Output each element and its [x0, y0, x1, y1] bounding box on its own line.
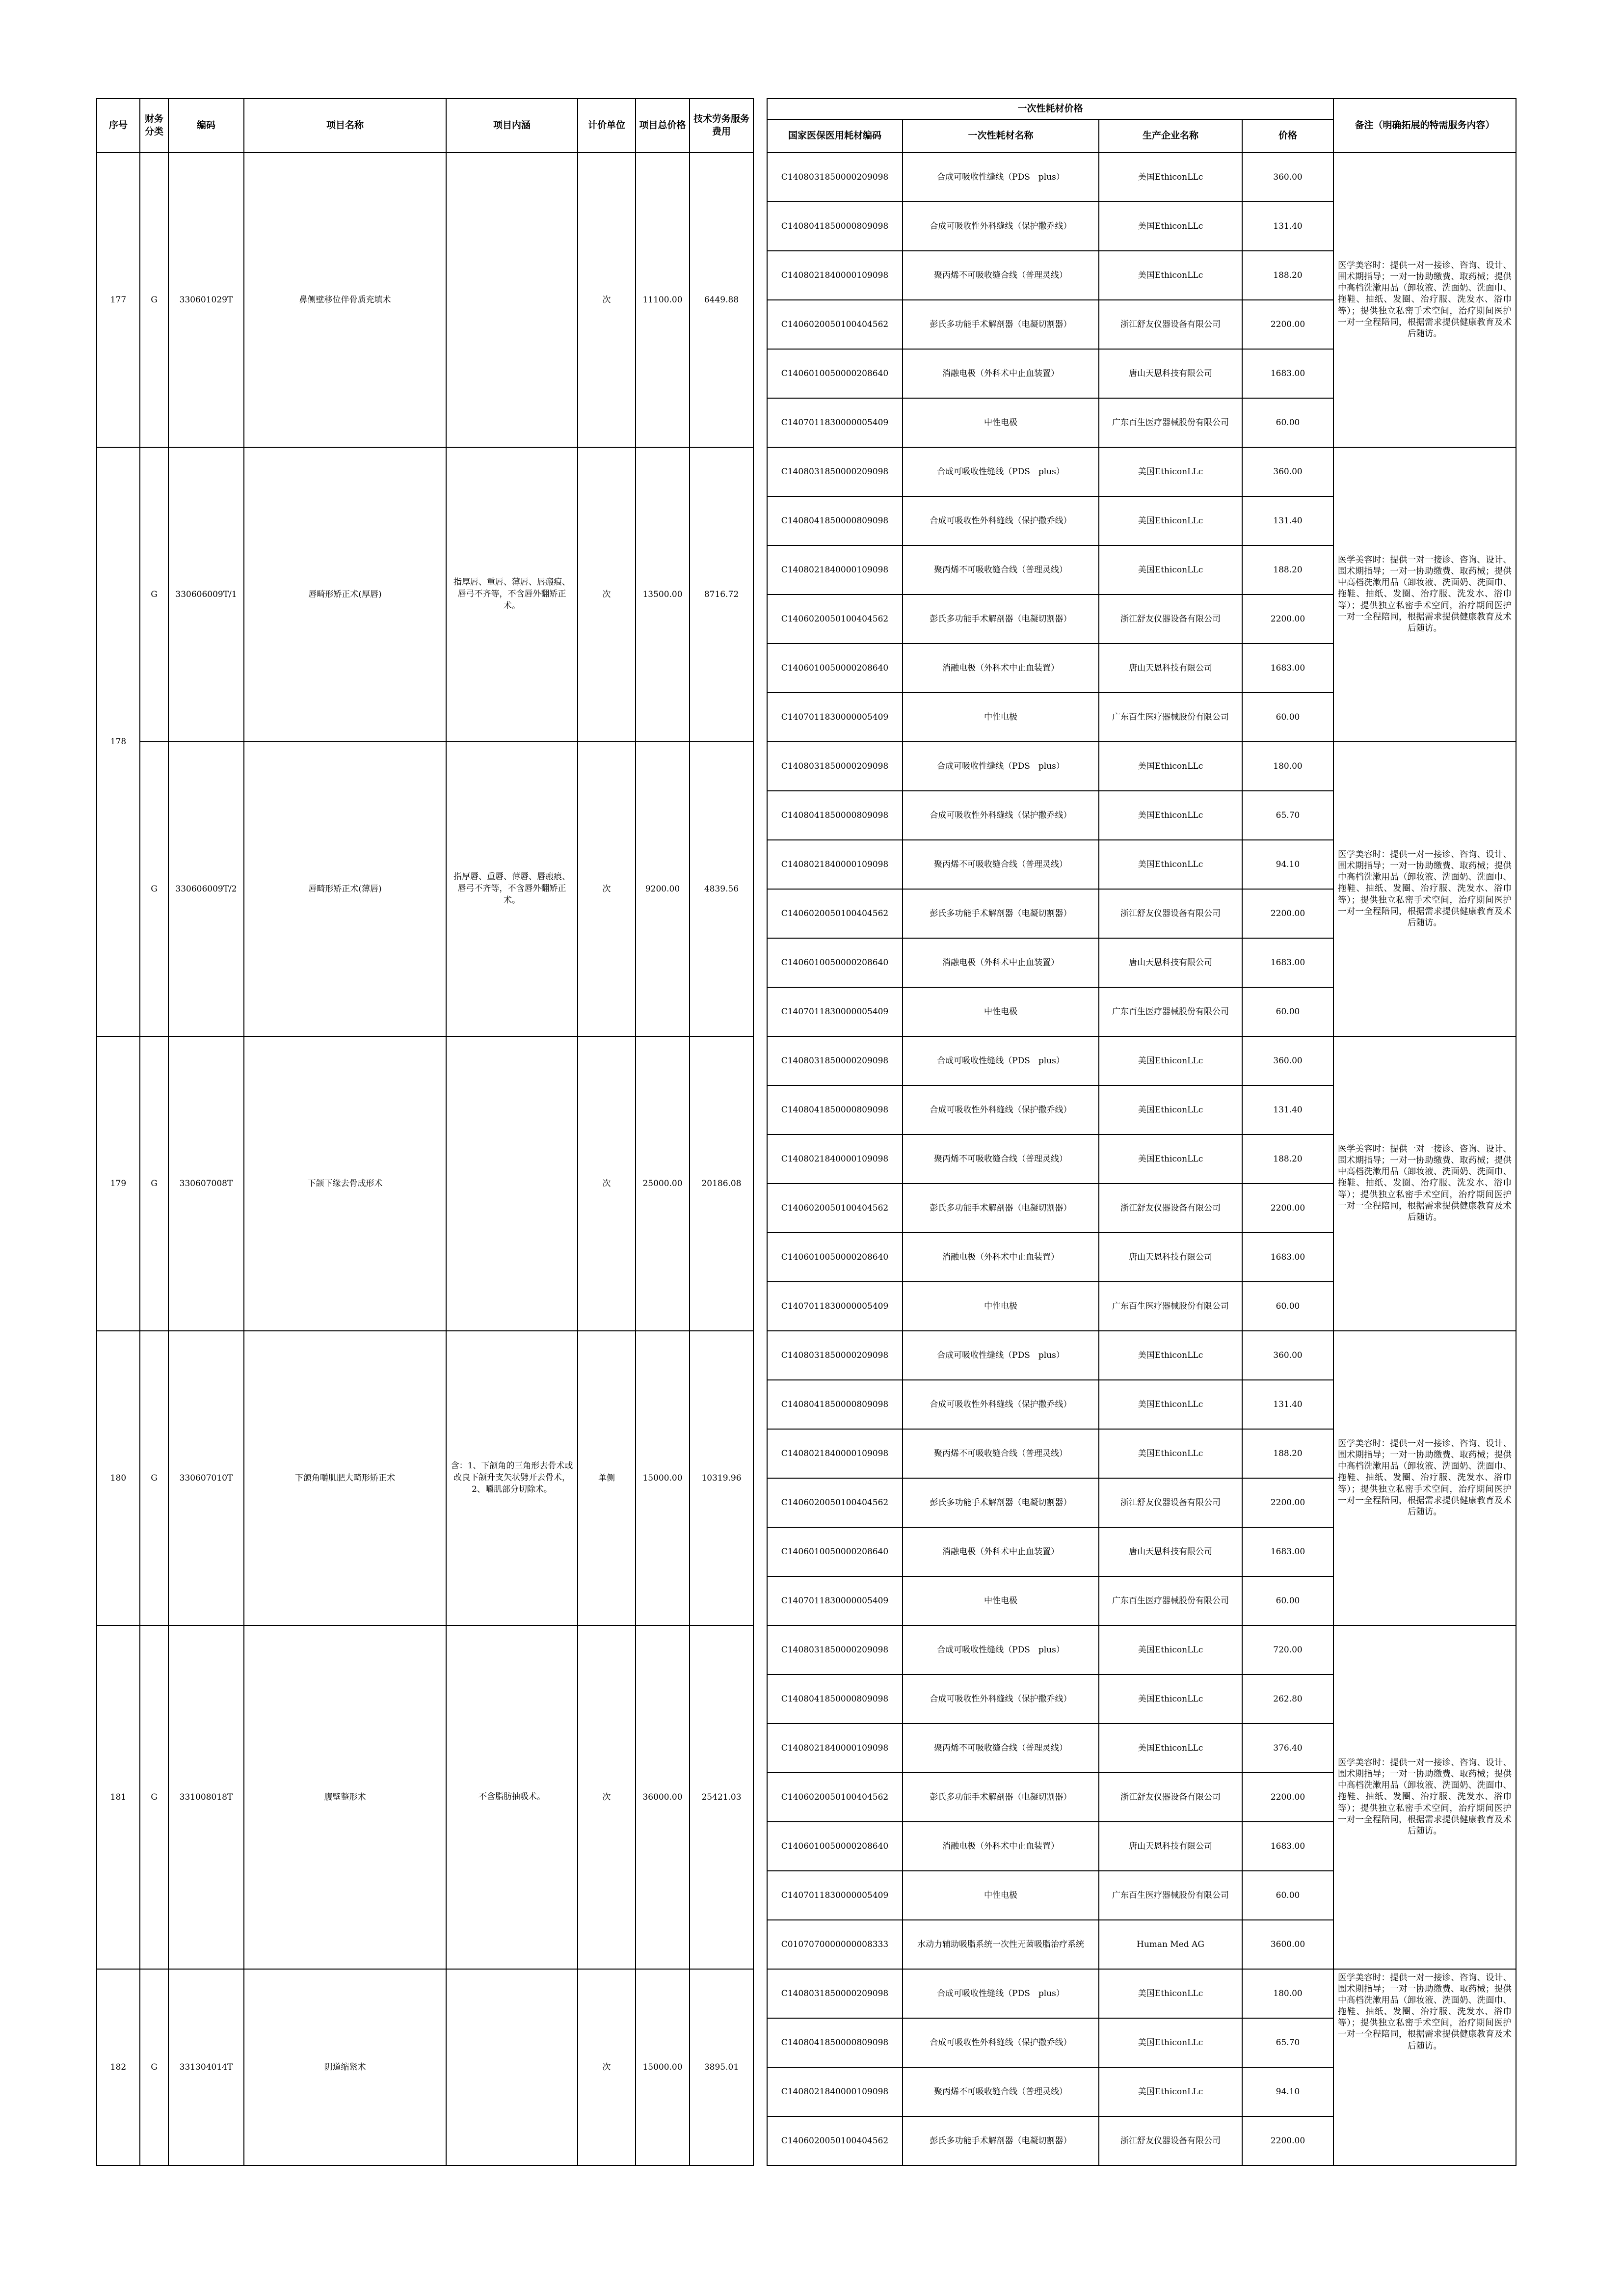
- gap-cell: [753, 1331, 767, 1625]
- cell-cons-code: C1406020050100404562: [767, 1773, 903, 1822]
- cell-name: 下颌角嚼肌肥大畸形矫正术: [244, 1331, 446, 1625]
- cell-cons-name: 消融电极（外科术中止血装置）: [903, 1527, 1099, 1576]
- cell-price: 131.40: [1242, 202, 1333, 251]
- header-name: 项目名称: [244, 99, 446, 153]
- cell-cons-name: 合成可吸收性外科缝线（保护撒乔线）: [903, 1380, 1099, 1429]
- cell-cons-name: 合成可吸收性外科缝线（保护撒乔线）: [903, 1675, 1099, 1724]
- cell-price: 1683.00: [1242, 1822, 1333, 1871]
- cell-manufacturer: 美国EthiconLLc: [1099, 1724, 1242, 1773]
- cell-cons-name: 合成可吸收性缝线（PDS plus）: [903, 1969, 1099, 2018]
- cell-price: 131.40: [1242, 1380, 1333, 1429]
- header-price: 价格: [1242, 119, 1333, 153]
- cell-total: 9200.00: [636, 742, 690, 1036]
- cell-unit: 次: [578, 1969, 636, 2165]
- cell-price: 262.80: [1242, 1675, 1333, 1724]
- cell-fin: G: [140, 1036, 168, 1331]
- cell-code: 331008018T: [168, 1625, 244, 1969]
- cell-manufacturer: 美国EthiconLLc: [1099, 1625, 1242, 1675]
- cell-price: 2200.00: [1242, 1184, 1333, 1233]
- gap-cell: [753, 99, 767, 153]
- cell-cons-name: 聚丙烯不可吸收缝合线（普理灵线）: [903, 2067, 1099, 2116]
- cell-cons-name: 聚丙烯不可吸收缝合线（普理灵线）: [903, 1429, 1099, 1478]
- cell-remark: 医学美容时：提供一对一接诊、咨询、设计、围术期指导；一对一协助缴费、取药械；提供中高档洗漱用品（卸妆液、洗面奶、洗面巾、拖鞋、抽纸、发圈、治疗服、洗发水、浴巾等）；提供独立私密手术空间，治疗期间医护一对一全程陪同，根据需求提供健康教育及术后随访。: [1333, 742, 1516, 1036]
- cell-price: 188.20: [1242, 1429, 1333, 1478]
- cell-cons-name: 中性电极: [903, 398, 1099, 447]
- cell-cons-code: C1406020050100404562: [767, 1184, 903, 1233]
- cell-price: 65.70: [1242, 2018, 1333, 2067]
- cell-cons-name: 彭氏多功能手术解剖器（电凝切割器）: [903, 889, 1099, 938]
- cell-seq: 181: [97, 1625, 140, 1969]
- cell-service: 6449.88: [690, 153, 753, 447]
- gap-cell: [753, 1969, 767, 2165]
- cell-fin: G: [140, 153, 168, 447]
- cell-price: 2200.00: [1242, 594, 1333, 644]
- cell-service: 20186.08: [690, 1036, 753, 1331]
- cell-unit: 次: [578, 153, 636, 447]
- cell-cons-code: C1408041850000809098: [767, 1380, 903, 1429]
- cell-cons-code: C1406020050100404562: [767, 2116, 903, 2165]
- table-row: [97, 1969, 1516, 2018]
- cell-cons-name: 合成可吸收性外科缝线（保护撒乔线）: [903, 496, 1099, 545]
- cell-price: 60.00: [1242, 1282, 1333, 1331]
- cell-price: 360.00: [1242, 153, 1333, 202]
- cell-cons-code: C1406020050100404562: [767, 889, 903, 938]
- cell-cons-code: C1406010050000208640: [767, 1233, 903, 1282]
- cell-cons-code: C1408031850000209098: [767, 1331, 903, 1380]
- cell-cons-name: 聚丙烯不可吸收缝合线（普理灵线）: [903, 840, 1099, 889]
- cell-total: 25000.00: [636, 1036, 690, 1331]
- header-fin: 财务分类: [140, 99, 168, 153]
- cell-total: 11100.00: [636, 153, 690, 447]
- cell-content: [446, 1036, 578, 1331]
- cell-total: 15000.00: [636, 1331, 690, 1625]
- cell-unit: 次: [578, 1036, 636, 1331]
- cell-seq: 178: [97, 447, 140, 1036]
- cell-content: [446, 153, 578, 447]
- cell-cons-code: C1406020050100404562: [767, 1478, 903, 1527]
- cell-cons-code: C1408041850000809098: [767, 1085, 903, 1134]
- cell-unit: 次: [578, 447, 636, 742]
- cell-cons-code: C1406010050000208640: [767, 1527, 903, 1576]
- cell-manufacturer: 美国EthiconLLc: [1099, 1134, 1242, 1184]
- cell-cons-name: 彭氏多功能手术解剖器（电凝切割器）: [903, 300, 1099, 349]
- table-row: [97, 1331, 1516, 1380]
- cell-manufacturer: 美国EthiconLLc: [1099, 1036, 1242, 1085]
- gap-cell: [753, 1036, 767, 1331]
- cell-price: 180.00: [1242, 1969, 1333, 2018]
- cell-manufacturer: 美国EthiconLLc: [1099, 2018, 1242, 2067]
- cell-cons-code: C1408021840000109098: [767, 840, 903, 889]
- cell-manufacturer: 广东百生医疗器械股份有限公司: [1099, 1576, 1242, 1625]
- cell-cons-code: C1406020050100404562: [767, 300, 903, 349]
- cell-price: 1683.00: [1242, 1527, 1333, 1576]
- cell-price: 60.00: [1242, 987, 1333, 1036]
- cell-price: 1683.00: [1242, 938, 1333, 987]
- cell-cons-name: 水动力辅助吸脂系统一次性无菌吸脂治疗系统: [903, 1920, 1099, 1969]
- cell-content: [446, 1969, 578, 2165]
- header-cons-name: 一次性耗材名称: [903, 119, 1099, 153]
- cell-manufacturer: Human Med AG: [1099, 1920, 1242, 1969]
- cell-cons-name: 中性电极: [903, 693, 1099, 742]
- header-cons-code: 国家医保医用耗材编码: [767, 119, 903, 153]
- cell-cons-code: C1408021840000109098: [767, 1429, 903, 1478]
- cell-price: 1683.00: [1242, 644, 1333, 693]
- cell-cons-code: C1408031850000209098: [767, 1969, 903, 2018]
- cell-cons-code: C1407011830000005409: [767, 1871, 903, 1920]
- cell-price: 376.40: [1242, 1724, 1333, 1773]
- cell-fin: G: [140, 1331, 168, 1625]
- cell-manufacturer: 唐山天恩科技有限公司: [1099, 644, 1242, 693]
- fee-table: [96, 98, 1517, 2166]
- cell-manufacturer: 唐山天恩科技有限公司: [1099, 349, 1242, 398]
- cell-manufacturer: 美国EthiconLLc: [1099, 496, 1242, 545]
- header-unit: 计价单位: [578, 99, 636, 153]
- header-row-1: [97, 99, 1516, 119]
- cell-cons-name: 彭氏多功能手术解剖器（电凝切割器）: [903, 1773, 1099, 1822]
- cell-manufacturer: 唐山天恩科技有限公司: [1099, 1527, 1242, 1576]
- header-remark: 备注（明确拓展的特需服务内容）: [1333, 99, 1516, 153]
- cell-name: 唇畸形矫正术(厚唇): [244, 447, 446, 742]
- cell-seq: 179: [97, 1036, 140, 1331]
- cell-manufacturer: 美国EthiconLLc: [1099, 153, 1242, 202]
- cell-price: 60.00: [1242, 1871, 1333, 1920]
- cell-cons-code: C1406010050000208640: [767, 1822, 903, 1871]
- cell-price: 180.00: [1242, 742, 1333, 791]
- cell-manufacturer: 美国EthiconLLc: [1099, 545, 1242, 594]
- cell-manufacturer: 浙江舒友仪器设备有限公司: [1099, 1184, 1242, 1233]
- cell-cons-code: C1407011830000005409: [767, 693, 903, 742]
- cell-manufacturer: 美国EthiconLLc: [1099, 1380, 1242, 1429]
- cell-service: 4839.56: [690, 742, 753, 1036]
- cell-content: 指厚唇、重唇、薄唇、唇瘢痕、唇弓不齐等，不含唇外翻矫正术。: [446, 742, 578, 1036]
- cell-remark: 医学美容时：提供一对一接诊、咨询、设计、围术期指导；一对一协助缴费、取药械；提供中高档洗漱用品（卸妆液、洗面奶、洗面巾、拖鞋、抽纸、发圈、治疗服、洗发水、浴巾等）；提供独立私密手术空间，治疗期间医护一对一全程陪同，根据需求提供健康教育及术后随访。: [1333, 1331, 1516, 1625]
- header-consumables-group: 一次性耗材价格: [767, 99, 1333, 119]
- cell-manufacturer: 广东百生医疗器械股份有限公司: [1099, 693, 1242, 742]
- cell-price: 131.40: [1242, 496, 1333, 545]
- cell-cons-name: 合成可吸收性缝线（PDS plus）: [903, 1625, 1099, 1675]
- cell-seq: 182: [97, 1969, 140, 2165]
- cell-fin: G: [140, 447, 168, 742]
- cell-manufacturer: 美国EthiconLLc: [1099, 1085, 1242, 1134]
- cell-cons-name: 中性电极: [903, 1282, 1099, 1331]
- cell-cons-code: C1408041850000809098: [767, 791, 903, 840]
- cell-cons-name: 合成可吸收性外科缝线（保护撒乔线）: [903, 202, 1099, 251]
- cell-cons-code: C1408031850000209098: [767, 742, 903, 791]
- cell-price: 60.00: [1242, 1576, 1333, 1625]
- table-row: [97, 447, 1516, 496]
- gap-cell: [753, 153, 767, 447]
- cell-total: 15000.00: [636, 1969, 690, 2165]
- cell-price: 60.00: [1242, 693, 1333, 742]
- cell-cons-code: C0107070000000008333: [767, 1920, 903, 1969]
- cell-cons-name: 合成可吸收性外科缝线（保护撒乔线）: [903, 791, 1099, 840]
- cell-cons-name: 消融电极（外科术中止血装置）: [903, 938, 1099, 987]
- cell-cons-name: 消融电极（外科术中止血装置）: [903, 1822, 1099, 1871]
- cell-cons-name: 消融电极（外科术中止血装置）: [903, 1233, 1099, 1282]
- cell-manufacturer: 浙江舒友仪器设备有限公司: [1099, 889, 1242, 938]
- cell-seq: 177: [97, 153, 140, 447]
- cell-cons-code: C1408021840000109098: [767, 1134, 903, 1184]
- cell-manufacturer: 广东百生医疗器械股份有限公司: [1099, 1871, 1242, 1920]
- cell-cons-name: 合成可吸收性外科缝线（保护撒乔线）: [903, 1085, 1099, 1134]
- gap-cell: [753, 1625, 767, 1969]
- cell-content: 含：1、下颌角的三角形去骨术或改良下颌升支矢状劈开去骨术，2、嚼肌部分切除术。: [446, 1331, 578, 1625]
- cell-cons-code: C1407011830000005409: [767, 1282, 903, 1331]
- cell-remark: 医学美容时：提供一对一接诊、咨询、设计、围术期指导；一对一协助缴费、取药械；提供中高档洗漱用品（卸妆液、洗面奶、洗面巾、拖鞋、抽纸、发圈、治疗服、洗发水、浴巾等）；提供独立私密手术空间，治疗期间医护一对一全程陪同，根据需求提供健康教育及术后随访。: [1333, 153, 1516, 447]
- cell-manufacturer: 唐山天恩科技有限公司: [1099, 1822, 1242, 1871]
- cell-seq: 180: [97, 1331, 140, 1625]
- cell-price: 360.00: [1242, 1331, 1333, 1380]
- cell-service: 3895.01: [690, 1969, 753, 2165]
- cell-cons-name: 消融电极（外科术中止血装置）: [903, 349, 1099, 398]
- cell-cons-code: C1406010050000208640: [767, 349, 903, 398]
- cell-name: 腹壁整形术: [244, 1625, 446, 1969]
- cell-manufacturer: 广东百生医疗器械股份有限公司: [1099, 987, 1242, 1036]
- cell-cons-code: C1408041850000809098: [767, 202, 903, 251]
- cell-price: 360.00: [1242, 447, 1333, 496]
- cell-code: 330606009T/1: [168, 447, 244, 742]
- cell-cons-name: 合成可吸收性缝线（PDS plus）: [903, 447, 1099, 496]
- cell-price: 188.20: [1242, 545, 1333, 594]
- cell-service: 10319.96: [690, 1331, 753, 1625]
- cell-code: 330601029T: [168, 153, 244, 447]
- cell-manufacturer: 浙江舒友仪器设备有限公司: [1099, 2116, 1242, 2165]
- cell-unit: 次: [578, 742, 636, 1036]
- cell-cons-code: C1408031850000209098: [767, 153, 903, 202]
- cell-cons-name: 聚丙烯不可吸收缝合线（普理灵线）: [903, 545, 1099, 594]
- cell-manufacturer: 美国EthiconLLc: [1099, 2067, 1242, 2116]
- cell-price: 360.00: [1242, 1036, 1333, 1085]
- header-content: 项目内涵: [446, 99, 578, 153]
- cell-code: 330607010T: [168, 1331, 244, 1625]
- cell-manufacturer: 美国EthiconLLc: [1099, 1675, 1242, 1724]
- cell-manufacturer: 浙江舒友仪器设备有限公司: [1099, 300, 1242, 349]
- header-manufacturer: 生产企业名称: [1099, 119, 1242, 153]
- cell-price: 1683.00: [1242, 1233, 1333, 1282]
- cell-code: 330607008T: [168, 1036, 244, 1331]
- cell-cons-name: 彭氏多功能手术解剖器（电凝切割器）: [903, 1184, 1099, 1233]
- cell-cons-name: 合成可吸收性外科缝线（保护撒乔线）: [903, 2018, 1099, 2067]
- header-code: 编码: [168, 99, 244, 153]
- cell-manufacturer: 唐山天恩科技有限公司: [1099, 938, 1242, 987]
- gap-cell: [753, 742, 767, 1036]
- cell-cons-code: C1407011830000005409: [767, 398, 903, 447]
- cell-fin: G: [140, 1969, 168, 2165]
- cell-manufacturer: 美国EthiconLLc: [1099, 742, 1242, 791]
- cell-manufacturer: 美国EthiconLLc: [1099, 791, 1242, 840]
- header-total: 项目总价格: [636, 99, 690, 153]
- cell-price: 188.20: [1242, 1134, 1333, 1184]
- cell-fin: G: [140, 1625, 168, 1969]
- cell-manufacturer: 美国EthiconLLc: [1099, 251, 1242, 300]
- cell-content: 指厚唇、重唇、薄唇、唇瘢痕、唇弓不齐等，不含唇外翻矫正术。: [446, 447, 578, 742]
- cell-price: 2200.00: [1242, 300, 1333, 349]
- cell-name: 下颌下缘去骨成形术: [244, 1036, 446, 1331]
- cell-price: 2200.00: [1242, 1478, 1333, 1527]
- cell-price: 188.20: [1242, 251, 1333, 300]
- cell-cons-name: 彭氏多功能手术解剖器（电凝切割器）: [903, 1478, 1099, 1527]
- cell-manufacturer: 唐山天恩科技有限公司: [1099, 1233, 1242, 1282]
- table-row: [97, 1625, 1516, 1675]
- cell-cons-name: 中性电极: [903, 1871, 1099, 1920]
- cell-price: 720.00: [1242, 1625, 1333, 1675]
- cell-manufacturer: 美国EthiconLLc: [1099, 1969, 1242, 2018]
- cell-cons-code: C1407011830000005409: [767, 1576, 903, 1625]
- cell-remark: 医学美容时：提供一对一接诊、咨询、设计、围术期指导；一对一协助缴费、取药械；提供中高档洗漱用品（卸妆液、洗面奶、洗面巾、拖鞋、抽纸、发圈、治疗服、洗发水、浴巾等）；提供独立私密手术空间，治疗期间医护一对一全程陪同，根据需求提供健康教育及术后随访。: [1333, 1036, 1516, 1331]
- cell-manufacturer: 浙江舒友仪器设备有限公司: [1099, 1478, 1242, 1527]
- cell-cons-code: C1408021840000109098: [767, 2067, 903, 2116]
- table-row: [97, 742, 1516, 791]
- table-row: [97, 153, 1516, 202]
- cell-price: 60.00: [1242, 398, 1333, 447]
- cell-price: 94.10: [1242, 840, 1333, 889]
- cell-cons-code: C1407011830000005409: [767, 987, 903, 1036]
- cell-total: 36000.00: [636, 1625, 690, 1969]
- cell-cons-name: 合成可吸收性缝线（PDS plus）: [903, 153, 1099, 202]
- cell-cons-name: 合成可吸收性缝线（PDS plus）: [903, 742, 1099, 791]
- cell-cons-code: C1406010050000208640: [767, 938, 903, 987]
- cell-manufacturer: 美国EthiconLLc: [1099, 1429, 1242, 1478]
- cell-service: 8716.72: [690, 447, 753, 742]
- cell-cons-code: C1408031850000209098: [767, 1625, 903, 1675]
- cell-cons-code: C1408041850000809098: [767, 1675, 903, 1724]
- cell-cons-name: 聚丙烯不可吸收缝合线（普理灵线）: [903, 1134, 1099, 1184]
- cell-code: 330606009T/2: [168, 742, 244, 1036]
- cell-cons-code: C1408031850000209098: [767, 1036, 903, 1085]
- cell-manufacturer: 美国EthiconLLc: [1099, 447, 1242, 496]
- gap-cell: [753, 447, 767, 742]
- cell-cons-code: C1406020050100404562: [767, 594, 903, 644]
- cell-cons-code: C1408041850000809098: [767, 496, 903, 545]
- cell-fin: G: [140, 742, 168, 1036]
- cell-remark: 医学美容时：提供一对一接诊、咨询、设计、围术期指导；一对一协助缴费、取药械；提供中高档洗漱用品（卸妆液、洗面奶、洗面巾、拖鞋、抽纸、发圈、治疗服、洗发水、浴巾等）；提供独立私密手术空间，治疗期间医护一对一全程陪同，根据需求提供健康教育及术后随访。: [1333, 1625, 1516, 1969]
- table-body: [97, 153, 1516, 2165]
- cell-remark: 医学美容时：提供一对一接诊、咨询、设计、围术期指导；一对一协助缴费、取药械；提供中高档洗漱用品（卸妆液、洗面奶、洗面巾、拖鞋、抽纸、发圈、治疗服、洗发水、浴巾等）；提供独立私密手术空间，治疗期间医护一对一全程陪同，根据需求提供健康教育及术后随访。: [1333, 447, 1516, 742]
- cell-price: 2200.00: [1242, 1773, 1333, 1822]
- cell-cons-code: C1408021840000109098: [767, 1724, 903, 1773]
- cell-service: 25421.03: [690, 1625, 753, 1969]
- cell-name: 阴道缩紧术: [244, 1969, 446, 2165]
- cell-price: 2200.00: [1242, 889, 1333, 938]
- cell-manufacturer: 美国EthiconLLc: [1099, 1331, 1242, 1380]
- cell-name: 唇畸形矫正术(薄唇): [244, 742, 446, 1036]
- cell-cons-code: C1408041850000809098: [767, 2018, 903, 2067]
- cell-unit: 次: [578, 1625, 636, 1969]
- cell-manufacturer: 浙江舒友仪器设备有限公司: [1099, 594, 1242, 644]
- header-seq: 序号: [97, 99, 140, 153]
- cell-manufacturer: 浙江舒友仪器设备有限公司: [1099, 1773, 1242, 1822]
- cell-remark: 医学美容时：提供一对一接诊、咨询、设计、围术期指导；一对一协助缴费、取药械；提供中高档洗漱用品（卸妆液、洗面奶、洗面巾、拖鞋、抽纸、发圈、治疗服、洗发水、浴巾等）；提供独立私密手术空间，治疗期间医护一对一全程陪同，根据需求提供健康教育及术后随访。: [1333, 1969, 1516, 2165]
- table-row: [97, 1036, 1516, 1085]
- cell-cons-code: C1408021840000109098: [767, 545, 903, 594]
- cell-cons-name: 彭氏多功能手术解剖器（电凝切割器）: [903, 2116, 1099, 2165]
- cell-cons-name: 聚丙烯不可吸收缝合线（普理灵线）: [903, 1724, 1099, 1773]
- cell-cons-name: 聚丙烯不可吸收缝合线（普理灵线）: [903, 251, 1099, 300]
- cell-unit: 单侧: [578, 1331, 636, 1625]
- cell-price: 65.70: [1242, 791, 1333, 840]
- cell-cons-code: C1408021840000109098: [767, 251, 903, 300]
- cell-cons-name: 合成可吸收性缝线（PDS plus）: [903, 1036, 1099, 1085]
- cell-manufacturer: 广东百生医疗器械股份有限公司: [1099, 398, 1242, 447]
- cell-cons-name: 彭氏多功能手术解剖器（电凝切割器）: [903, 594, 1099, 644]
- cell-manufacturer: 美国EthiconLLc: [1099, 840, 1242, 889]
- cell-content: 不含脂肪抽吸术。: [446, 1625, 578, 1969]
- header-service: 技术劳务服务费用: [690, 99, 753, 153]
- cell-manufacturer: 广东百生医疗器械股份有限公司: [1099, 1282, 1242, 1331]
- cell-price: 1683.00: [1242, 349, 1333, 398]
- cell-price: 131.40: [1242, 1085, 1333, 1134]
- cell-cons-code: C1406010050000208640: [767, 644, 903, 693]
- cell-cons-name: 合成可吸收性缝线（PDS plus）: [903, 1331, 1099, 1380]
- cell-cons-name: 中性电极: [903, 987, 1099, 1036]
- cell-price: 2200.00: [1242, 2116, 1333, 2165]
- cell-code: 331304014T: [168, 1969, 244, 2165]
- cell-cons-code: C1408031850000209098: [767, 447, 903, 496]
- cell-price: 94.10: [1242, 2067, 1333, 2116]
- cell-cons-name: 中性电极: [903, 1576, 1099, 1625]
- cell-cons-name: 消融电极（外科术中止血装置）: [903, 644, 1099, 693]
- cell-name: 鼻侧壁移位伴骨质充填术: [244, 153, 446, 447]
- cell-price: 3600.00: [1242, 1920, 1333, 1969]
- cell-total: 13500.00: [636, 447, 690, 742]
- cell-manufacturer: 美国EthiconLLc: [1099, 202, 1242, 251]
